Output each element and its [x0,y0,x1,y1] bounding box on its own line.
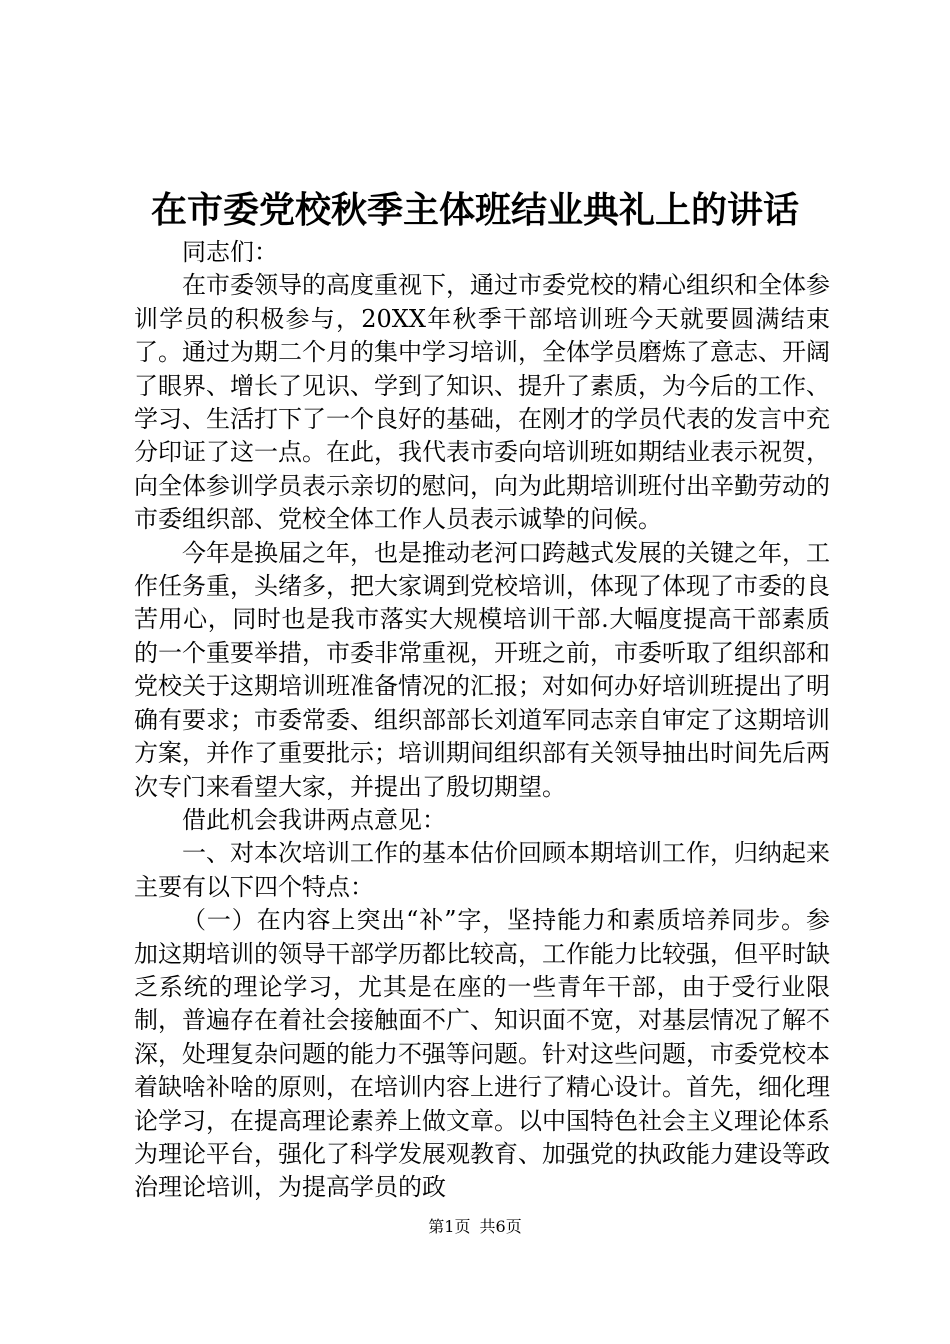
paragraph-section-one: 一、对本次培训工作的基本估价回顾本期培训工作，归纳起来主要有以下四个特点： [134,839,830,901]
page-number: 第1页 [428,1217,471,1236]
document-body [134,236,830,1205]
document-title: 在市委党校秋季主体班结业典礼上的讲话 [150,189,799,231]
page-footer [0,1216,950,1238]
paragraph-intro: 在市委领导的高度重视下，通过市委党校的精心组织和全体参训学员的积极参与，20XX年秋季干部培训班今天就要圆满结束了。通过为期二个月的集中学习培训，全体学员磨炼了意志、开阔了眼界、增长了见识、学到了知识、提升了素质，为今后的工作、学习、生活打下了一个良好的基础，在刚才的学员代表的发言中充分印证了这一点。在此，我代表市委向培训班如期结业表示祝贺，向全体参训学员表示亲切的慰问，向为此期培训班付出辛勤劳动的市委组织部、党校全体工作人员表示诚挚的问候。 [134,271,830,534]
paragraph-opinions-lead: 借此机会我讲两点意见： [182,805,446,834]
page-total: 共6页 [479,1217,522,1236]
paragraph-background: 今年是换届之年，也是推动老河口跨越式发展的关键之年，工作任务重，头绪多，把大家调到党校培训，体现了体现了市委的良苦用心，同时也是我市落实大规模培训干部.大幅度提高干部素质的一个重要举措，市委非常重视，开班之前，市委听取了组织部和党校关于这期培训班准备情况的汇报；对如何办好培训班提出了明确有要求；市委常委、组织部部长刘道军同志亲自审定了这期培训方案，并作了重要批示；培训期间组织部有关领导抽出时间先后两次专门来看望大家，并提出了殷切期望。 [134,538,830,801]
paragraph-point-one: （一）在内容上突出“补”字，坚持能力和素质培养同步。参加这期培训的领导干部学历都比较高，工作能力比较强，但平时缺乏系统的理论学习，尤其是在座的一些青年干部，由于受行业限制，普遍存在着社会接触面不广、知识面不宽，对基层情况了解不深，处理复杂问题的能力不强等问题。针对这些问题，市委党校本着缺啥补啥的原则，在培训内容上进行了精心设计。首先，细化理论学习，在提高理论素养上做文章。以中国特色社会主义理论体系为理论平台，强化了科学发展观教育、加强党的执政能力建设等政治理论培训，为提高学员的政 [134,906,830,1202]
paragraph-salutation: 同志们： [182,238,278,266]
